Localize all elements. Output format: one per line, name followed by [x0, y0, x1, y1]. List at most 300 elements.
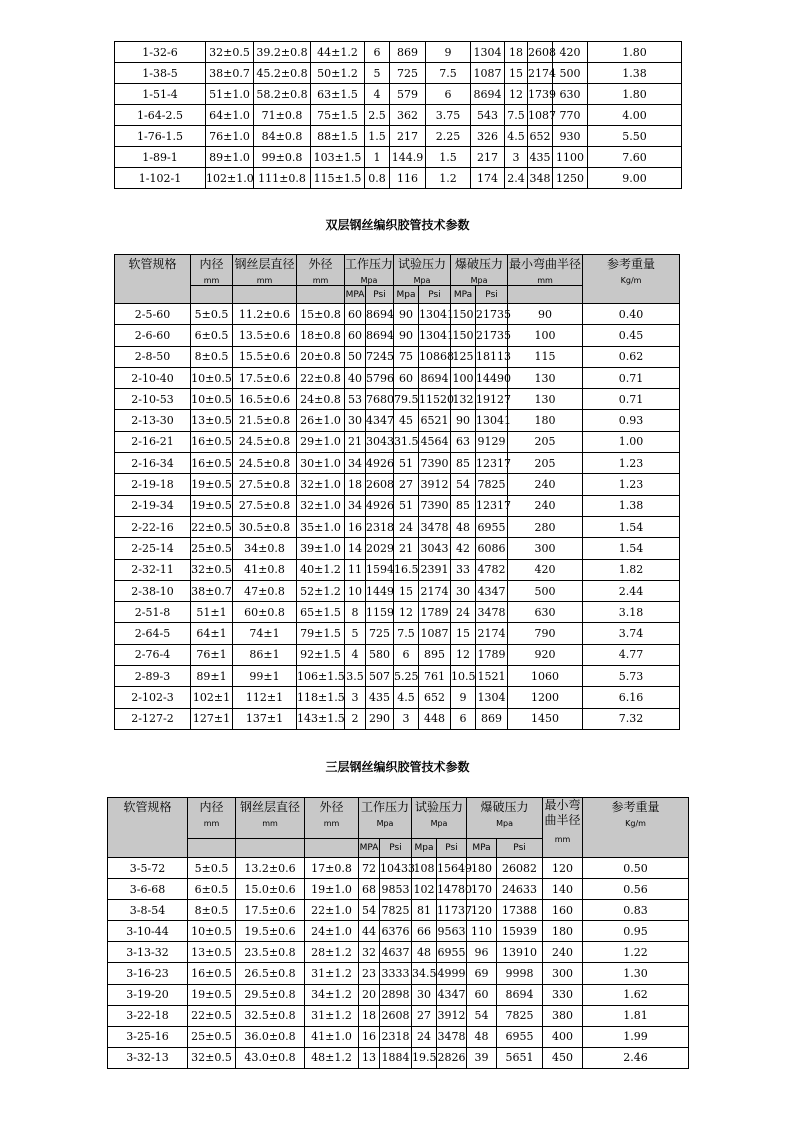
table-row	[108, 984, 689, 1005]
table-row	[108, 942, 689, 963]
header-test-psi: Psi	[419, 286, 451, 304]
table-row	[115, 346, 680, 367]
table-cell: 7.5	[394, 623, 419, 644]
table-cell: 2-10-40	[115, 367, 191, 388]
table-cell: 79±1.5	[297, 623, 345, 644]
table-cell: 4347	[437, 984, 467, 1005]
table-cell: 92±1.5	[297, 644, 345, 665]
table-cell: 13041	[419, 325, 451, 346]
table-cell: 19±1.0	[305, 879, 359, 900]
table-cell: 90	[451, 410, 476, 431]
table-cell: 8	[345, 602, 366, 623]
table-cell: 116	[390, 168, 426, 189]
table-cell: 24	[451, 602, 476, 623]
table-cell: 326	[471, 126, 505, 147]
table-cell: 0.40	[583, 304, 680, 325]
table-cell: 21	[345, 431, 366, 452]
header-weight: 参考重量 Kg/m	[583, 255, 680, 304]
table-cell: 5.25	[394, 666, 419, 687]
table-cell: 11.2±0.6	[233, 304, 297, 325]
table-cell: 32	[359, 942, 380, 963]
table-cell: 8±0.5	[191, 346, 233, 367]
table-cell: 4782	[476, 559, 508, 580]
table-cell: 15939	[497, 921, 543, 942]
table-cell: 34±0.8	[233, 538, 297, 559]
table-cell: 44±1.2	[311, 42, 365, 63]
table-cell: 6521	[419, 410, 451, 431]
table-cell: 64±1.0	[206, 105, 254, 126]
table-cell: 7825	[476, 474, 508, 495]
table-row	[108, 1047, 689, 1068]
table-cell: 1.99	[583, 1026, 689, 1047]
table-cell: 8694	[497, 984, 543, 1005]
table-cell: 10868	[419, 346, 451, 367]
table-cell: 1.62	[583, 984, 689, 1005]
table-cell: 90	[508, 304, 583, 325]
header-work-pressure: 工作压力 Mpa	[359, 798, 412, 839]
table-cell: 38±0.7	[206, 63, 254, 84]
table-row	[115, 63, 682, 84]
table-cell: 1.5	[365, 126, 390, 147]
table-row	[115, 538, 680, 559]
table-cell: 1-32-6	[115, 42, 206, 63]
table-row	[115, 42, 682, 63]
header-work-psi: Psi	[366, 286, 394, 304]
header-wire-sub	[236, 839, 305, 858]
table-cell: 1884	[380, 1047, 412, 1068]
header-id: 内径 mm	[191, 255, 233, 286]
table-cell: 22±1.0	[305, 900, 359, 921]
table-cell: 1739	[528, 84, 553, 105]
table-cell: 103±1.5	[311, 147, 365, 168]
table-cell: 0.45	[583, 325, 680, 346]
table-cell: 1.00	[583, 431, 680, 452]
table-cell: 14490	[476, 367, 508, 388]
table-cell: 2-51-8	[115, 602, 191, 623]
table-cell: 290	[366, 708, 394, 729]
table-cell: 22±0.5	[191, 516, 233, 537]
table-row	[115, 389, 680, 410]
table-cell: 68	[359, 879, 380, 900]
table-cell: 579	[390, 84, 426, 105]
table-cell: 1.80	[588, 84, 682, 105]
table-cell: 5.73	[583, 666, 680, 687]
table-cell: 89±1.0	[206, 147, 254, 168]
table-row	[115, 708, 680, 729]
table-cell: 2826	[437, 1047, 467, 1068]
table-cell: 2-8-50	[115, 346, 191, 367]
table-row	[115, 105, 682, 126]
table-cell: 7.32	[583, 708, 680, 729]
table-cell: 1304	[471, 42, 505, 63]
table-cell: 15	[505, 63, 528, 84]
table-cell: 1	[365, 147, 390, 168]
header-spec: 软管规格	[108, 798, 188, 858]
table-cell: 3.74	[583, 623, 680, 644]
table-cell: 11520	[419, 389, 451, 410]
table-cell: 4926	[366, 495, 394, 516]
table-cell: 16±0.5	[188, 963, 236, 984]
table-cell: 34±1.2	[305, 984, 359, 1005]
table-cell: 7.5	[426, 63, 471, 84]
table-cell: 52±1.2	[297, 580, 345, 601]
table-cell: 32±0.5	[191, 559, 233, 580]
table-cell: 2898	[380, 984, 412, 1005]
table-cell: 3478	[437, 1026, 467, 1047]
table-cell: 32±1.0	[297, 495, 345, 516]
table-cell: 9563	[437, 921, 467, 942]
table-cell: 7.60	[588, 147, 682, 168]
header-wire-dia: 钢丝层直径 mm	[233, 255, 297, 286]
header-bend-radius: 最小弯曲半径 mm	[508, 255, 583, 286]
table-cell: 15	[451, 623, 476, 644]
table-cell: 1-38-5	[115, 63, 206, 84]
table-cell: 12	[394, 602, 419, 623]
table-cell: 1304	[476, 687, 508, 708]
table-cell: 2174	[476, 623, 508, 644]
header-spec: 软管规格	[115, 255, 191, 304]
table-cell: 180	[543, 921, 583, 942]
table-cell: 58.2±0.8	[254, 84, 311, 105]
table-cell: 2174	[419, 580, 451, 601]
table-cell: 3043	[419, 538, 451, 559]
table-cell: 34.5	[412, 963, 437, 984]
table-cell: 1.2	[426, 168, 471, 189]
table-cell: 102±1.0	[206, 168, 254, 189]
table-cell: 63	[451, 431, 476, 452]
table-cell: 500	[508, 580, 583, 601]
table-cell: 2608	[366, 474, 394, 495]
table-cell: 12317	[476, 495, 508, 516]
table-cell: 8±0.5	[188, 900, 236, 921]
table-cell: 40	[345, 367, 366, 388]
table-cell: 19127	[476, 389, 508, 410]
table-cell: 9	[451, 687, 476, 708]
header-work-psi: Psi	[380, 839, 412, 858]
table-cell: 1-76-1.5	[115, 126, 206, 147]
table-cell: 0.83	[583, 900, 689, 921]
header-id-sub	[188, 839, 236, 858]
table-cell: 17.5±0.6	[236, 900, 305, 921]
table-cell: 118±1.5	[297, 687, 345, 708]
table-cell: 11	[345, 559, 366, 580]
table-row	[108, 921, 689, 942]
table-cell: 150	[451, 325, 476, 346]
table-cell: 19±0.5	[191, 474, 233, 495]
table-cell: 30.5±0.8	[233, 516, 297, 537]
table-cell: 1250	[553, 168, 588, 189]
table-cell: 1.54	[583, 516, 680, 537]
table-cell: 3-19-20	[108, 984, 188, 1005]
table-cell: 1.30	[583, 963, 689, 984]
table-cell: 4564	[419, 431, 451, 452]
table-row	[115, 580, 680, 601]
table-cell: 4.5	[394, 687, 419, 708]
table-cell: 3.5	[345, 666, 366, 687]
table-cell: 12	[505, 84, 528, 105]
table-cell: 19.5	[412, 1047, 437, 1068]
table-cell: 420	[553, 42, 588, 63]
table-cell: 18113	[476, 346, 508, 367]
table-cell: 108	[412, 858, 437, 879]
table-cell: 48	[451, 516, 476, 537]
table-cell: 180	[467, 858, 497, 879]
header-wire-sub	[233, 286, 297, 304]
table-cell: 7245	[366, 346, 394, 367]
table-cell: 16.5	[394, 559, 419, 580]
table-cell: 1100	[553, 147, 588, 168]
table-cell: 1159	[366, 602, 394, 623]
table-cell: 3-5-72	[108, 858, 188, 879]
header-test-pressure: 试验压力 Mpa	[394, 255, 451, 286]
table-cell: 60	[394, 367, 419, 388]
table-cell: 2608	[528, 42, 553, 63]
table-cell: 3-22-18	[108, 1005, 188, 1026]
table-cell: 2.5	[365, 105, 390, 126]
header-test-mpa: Mpa	[394, 286, 419, 304]
table-cell: 652	[528, 126, 553, 147]
table-cell: 31±1.2	[305, 1005, 359, 1026]
table-row	[115, 168, 682, 189]
table-cell: 22±0.5	[188, 1005, 236, 1026]
table-cell: 48	[467, 1026, 497, 1047]
table-cell: 27.5±0.8	[233, 474, 297, 495]
table-cell: 112±1	[233, 687, 297, 708]
table-cell: 76±1	[191, 644, 233, 665]
table-cell: 18	[359, 1005, 380, 1026]
table-cell: 7.5	[505, 105, 528, 126]
table-cell: 40±1.2	[297, 559, 345, 580]
table-cell: 51±1.0	[206, 84, 254, 105]
table-cell: 60	[345, 325, 366, 346]
table-cell: 400	[543, 1026, 583, 1047]
table-cell: 12	[451, 644, 476, 665]
table-cell: 127±1	[191, 708, 233, 729]
table-cell: 21735	[476, 325, 508, 346]
table-cell: 3.18	[583, 602, 680, 623]
table-cell: 15.5±0.6	[233, 346, 297, 367]
header-work-mpa: MPA	[359, 839, 380, 858]
table-cell: 32±1.0	[297, 474, 345, 495]
table-cell: 76±1.0	[206, 126, 254, 147]
table-cell: 43.0±0.8	[236, 1047, 305, 1068]
table-cell: 72	[359, 858, 380, 879]
table-row	[115, 431, 680, 452]
table-cell: 2029	[366, 538, 394, 559]
table-cell: 39±1.0	[297, 538, 345, 559]
table-cell: 75	[394, 346, 419, 367]
table-cell: 32±0.5	[188, 1047, 236, 1068]
table-cell: 38±0.7	[191, 580, 233, 601]
table-cell: 140	[543, 879, 583, 900]
table-cell: 380	[543, 1005, 583, 1026]
table-row	[115, 474, 680, 495]
table-cell: 99±0.8	[254, 147, 311, 168]
table-cell: 3478	[419, 516, 451, 537]
table-cell: 6	[426, 84, 471, 105]
table1-body	[115, 42, 682, 189]
table-cell: 3-16-23	[108, 963, 188, 984]
table-cell: 54	[359, 900, 380, 921]
header-work-pressure: 工作压力 Mpa	[345, 255, 394, 286]
table-cell: 3-8-54	[108, 900, 188, 921]
table-cell: 30±1.0	[297, 453, 345, 474]
table-cell: 630	[553, 84, 588, 105]
table-cell: 13041	[419, 304, 451, 325]
table-cell: 9.00	[588, 168, 682, 189]
table-cell: 2318	[380, 1026, 412, 1047]
table-cell: 41±1.0	[305, 1026, 359, 1047]
table-cell: 10±0.5	[191, 367, 233, 388]
table-cell: 2-76-4	[115, 644, 191, 665]
header-wire-dia: 钢丝层直径 mm	[236, 798, 305, 839]
table-cell: 27	[412, 1005, 437, 1026]
table-cell: 13	[359, 1047, 380, 1068]
table-cell: 21.5±0.8	[233, 410, 297, 431]
table-cell: 5651	[497, 1047, 543, 1068]
table-cell: 86±1	[233, 644, 297, 665]
table-cell: 2.46	[583, 1047, 689, 1068]
table-cell: 5796	[366, 367, 394, 388]
table-cell: 420	[508, 559, 583, 580]
table-cell: 69	[467, 963, 497, 984]
table-cell: 2-16-21	[115, 431, 191, 452]
header-burst-psi: Psi	[497, 839, 543, 858]
table-cell: 39	[467, 1047, 497, 1068]
table-row	[115, 84, 682, 105]
table-cell: 3	[394, 708, 419, 729]
table-cell: 17±0.8	[305, 858, 359, 879]
table-cell: 32.5±0.8	[236, 1005, 305, 1026]
table-row	[108, 1026, 689, 1047]
table-cell: 130	[508, 367, 583, 388]
table-cell: 26±1.0	[297, 410, 345, 431]
table-cell: 14780	[437, 879, 467, 900]
table-cell: 19±0.5	[188, 984, 236, 1005]
table-cell: 30	[451, 580, 476, 601]
table-cell: 27.5±0.8	[233, 495, 297, 516]
table-cell: 7825	[497, 1005, 543, 1026]
table-cell: 280	[508, 516, 583, 537]
table-cell: 47±0.8	[233, 580, 297, 601]
table-cell: 85	[451, 495, 476, 516]
table-cell: 90	[394, 304, 419, 325]
table-cell: 500	[553, 63, 588, 84]
header-bend-sub	[508, 286, 583, 304]
table-cell: 630	[508, 602, 583, 623]
table-cell: 3-25-16	[108, 1026, 188, 1047]
table-cell: 11737	[437, 900, 467, 921]
table-cell: 1789	[476, 644, 508, 665]
table-cell: 725	[366, 623, 394, 644]
table-cell: 19.5±0.6	[236, 921, 305, 942]
table-cell: 543	[471, 105, 505, 126]
table-row	[115, 516, 680, 537]
table-cell: 3-6-68	[108, 879, 188, 900]
table-cell: 24±1.0	[305, 921, 359, 942]
table-cell: 790	[508, 623, 583, 644]
table-cell: 205	[508, 453, 583, 474]
table-cell: 51±1	[191, 602, 233, 623]
table-cell: 240	[508, 495, 583, 516]
table-cell: 13±0.5	[188, 942, 236, 963]
table-cell: 10±0.5	[188, 921, 236, 942]
table-cell: 45.2±0.8	[254, 63, 311, 84]
table-cell: 21	[394, 538, 419, 559]
table-cell: 2-16-34	[115, 453, 191, 474]
table-cell: 2-6-60	[115, 325, 191, 346]
table-cell: 24.5±0.8	[233, 431, 297, 452]
table-cell: 50	[345, 346, 366, 367]
table-cell: 4.77	[583, 644, 680, 665]
table-cell: 2608	[380, 1005, 412, 1026]
header-od-sub	[305, 839, 359, 858]
table-cell: 0.50	[583, 858, 689, 879]
table-row	[115, 367, 680, 388]
table-cell: 60	[345, 304, 366, 325]
table-cell: 5.50	[588, 126, 682, 147]
table-cell: 6.16	[583, 687, 680, 708]
table-cell: 3	[505, 147, 528, 168]
table-cell: 1449	[366, 580, 394, 601]
table-cell: 7390	[419, 453, 451, 474]
table-cell: 205	[508, 431, 583, 452]
table-cell: 448	[419, 708, 451, 729]
table-row	[115, 687, 680, 708]
table-cell: 71±0.8	[254, 105, 311, 126]
table-cell: 31.5	[394, 431, 419, 452]
table-cell: 16±0.5	[191, 431, 233, 452]
table-cell: 2-22-16	[115, 516, 191, 537]
table-cell: 125	[451, 346, 476, 367]
table-cell: 5±0.5	[188, 858, 236, 879]
table-cell: 13.2±0.6	[236, 858, 305, 879]
table-cell: 115±1.5	[311, 168, 365, 189]
table-cell: 54	[451, 474, 476, 495]
table-cell: 22±0.8	[297, 367, 345, 388]
table-cell: 48	[412, 942, 437, 963]
table-cell: 920	[508, 644, 583, 665]
table-row	[115, 559, 680, 580]
table-cell: 14	[345, 538, 366, 559]
table-cell: 85	[451, 453, 476, 474]
table-cell: 5	[345, 623, 366, 644]
header-test-pressure: 试验压力 Mpa	[412, 798, 467, 839]
table-row	[115, 623, 680, 644]
table-cell: 2-127-2	[115, 708, 191, 729]
table-cell: 7390	[419, 495, 451, 516]
table-cell: 4926	[366, 453, 394, 474]
table-row	[108, 879, 689, 900]
table-cell: 2.44	[583, 580, 680, 601]
table-cell: 15±0.8	[297, 304, 345, 325]
table-row	[115, 602, 680, 623]
table-cell: 300	[543, 963, 583, 984]
table-cell: 217	[390, 126, 426, 147]
table-cell: 17388	[497, 900, 543, 921]
table-cell: 4347	[366, 410, 394, 431]
table-cell: 13±0.5	[191, 410, 233, 431]
table-cell: 1.82	[583, 559, 680, 580]
table-cell: 3333	[380, 963, 412, 984]
table-cell: 1.23	[583, 453, 680, 474]
table-cell: 115	[508, 346, 583, 367]
table-cell: 3-13-32	[108, 942, 188, 963]
table-cell: 1.80	[588, 42, 682, 63]
table-cell: 1.38	[588, 63, 682, 84]
table-cell: 34	[345, 453, 366, 474]
table-cell: 348	[528, 168, 553, 189]
